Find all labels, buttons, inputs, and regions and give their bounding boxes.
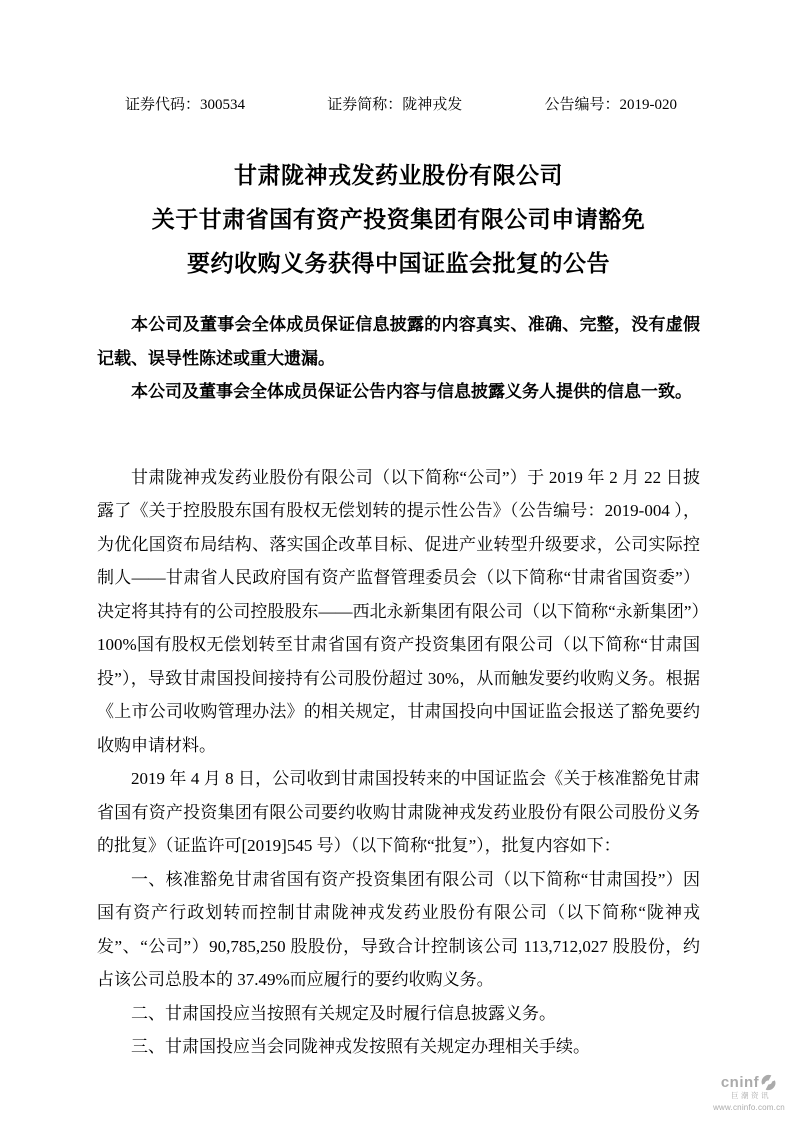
title-line-2: 关于甘肃省国有资产投资集团有限公司申请豁免 — [151, 207, 646, 232]
cninfo-url: www.cninfo.com.cn — [713, 1102, 785, 1112]
cninfo-swirl-icon — [760, 1074, 777, 1091]
stock-code-value: 300534 — [200, 97, 246, 113]
stock-code — [125, 94, 245, 116]
cninfo-brand-cn: 巨潮资讯 — [731, 1091, 771, 1101]
cninfo-brand-text: cninf — [720, 1073, 760, 1091]
cninfo-brand-row — [710, 1074, 788, 1091]
body-paragraph-3: 一、核准豁免甘肃省国有资产投资集团有限公司（以下简称“甘肃国投”）因国有资产行政划转而控制甘肃陇神戎发药业股份有限公司（以下简称“陇神戎发”、“公司”）90,785,250 股股份，导致合计控制该公司 113,712,027 股股份，约占该公司总股本的 37.49%而应履行的要约收购义务。 — [97, 869, 700, 989]
body-paragraph-2: 2019 年 4 月 8 日，公司收到甘肃国投转来的中国证监会《关于核准豁免甘肃省国有资产投资集团有限公司要约收购甘肃陇神戎发药业股份有限公司股份义务的批复》（证监许可[2019]545 号）（以下简称“批复”），批复内容如下： — [97, 769, 700, 855]
stock-abbr-value: 陇神戎发 — [402, 97, 463, 113]
title-line-3: 要约收购义务获得中国证监会批复的公告 — [187, 251, 610, 276]
declaration-section — [97, 308, 700, 409]
declaration-paragraph-1: 本公司及董事会全体成员保证信息披露的内容真实、准确、完整，没有虚假记载、误导性陈述或重大遗漏。 — [97, 315, 700, 368]
body-section — [97, 461, 700, 1064]
announcement-no — [544, 94, 677, 116]
stock-code-label: 证券代码： — [125, 97, 201, 113]
announcement-no-label: 公告编号： — [544, 97, 620, 113]
announcement-no-value: 2019-020 — [619, 97, 677, 113]
document-header — [97, 94, 700, 116]
body-paragraph-5: 三、甘肃国投应当会同陇神戎发按照有关规定办理相关手续。 — [131, 1037, 590, 1056]
declaration-paragraph-2: 本公司及董事会全体成员保证公告内容与信息披露义务人提供的信息一致。 — [131, 382, 692, 401]
stock-abbr-label: 证券简称： — [327, 97, 403, 113]
document-title — [97, 154, 700, 286]
cninfo-watermark — [710, 1074, 788, 1112]
stock-abbr — [327, 94, 462, 116]
body-paragraph-4: 二、甘肃国投应当按照有关规定及时履行信息披露义务。 — [131, 1003, 556, 1023]
body-paragraph-1: 甘肃陇神戎发药业股份有限公司（以下简称“公司”）于 2019 年 2 月 22 日披露了《关于控股股东国有股权无偿划转的提示性公告》（公告编号：2019-004 ），为优化国资布局结构、落实国企改革目标、促进产业转型升级要求，公司实际控制人——甘肃省人民政府国有资产监督管理委员会（以下简称“甘肃省国资委”）决定将其持有的公司控股股东——西北永新集团有限公司（以下简称“永新集团”）100%国有股权无偿划转至甘肃省国有资产投资集团有限公司（以下简称“甘肃国投”），导致甘肃国投间接持有公司股份超过 30%，从而触发要约收购义务。根据《上市公司收购管理办法》的相关规定，甘肃国投向中国证监会报送了豁免要约收购申请材料。 — [97, 467, 700, 755]
title-line-1: 甘肃陇神戎发药业股份有限公司 — [234, 163, 563, 188]
